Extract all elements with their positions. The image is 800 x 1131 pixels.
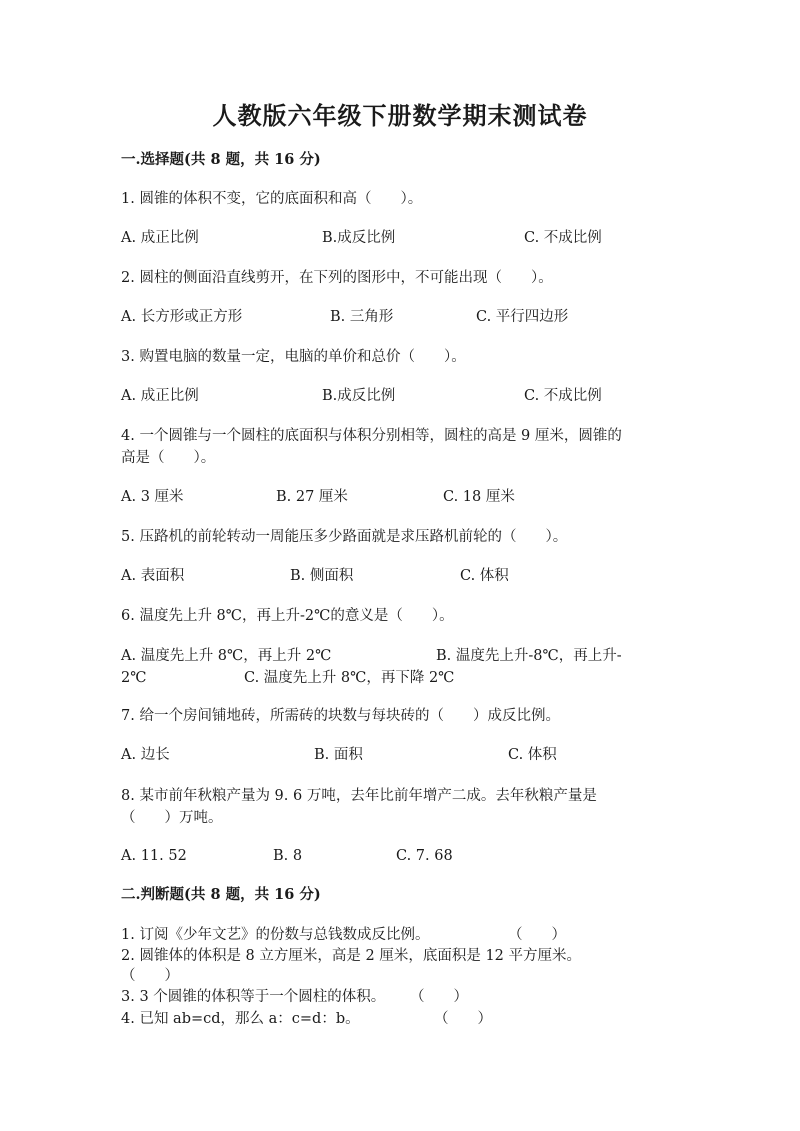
judge-1-text: 1. 订阅《少年文艺》的份数与总钱数成反比例。 — [121, 927, 430, 943]
question-4-stem-line2: 高是（ ）。 — [121, 450, 216, 466]
question-5-option-c: C. 体积 — [460, 568, 509, 584]
question-6-option-b: B. 温度先上升-8℃，再上升- — [436, 648, 622, 664]
question-2-option-b: B. 三角形 — [330, 309, 394, 325]
judge-2-text: 2. 圆锥体的体积是 8 立方厘米，高是 2 厘米，底面积是 12 平方厘米。 — [121, 948, 581, 964]
judge-3-blank: （ ） — [410, 989, 468, 1005]
question-8-option-b: B. 8 — [273, 848, 303, 864]
question-3-stem: 3. 购置电脑的数量一定，电脑的单价和总价（ ）。 — [121, 349, 466, 365]
judge-1-blank: （ ） — [508, 927, 566, 943]
question-1-option-c: C. 不成比例 — [524, 230, 602, 246]
question-5-option-b: B. 侧面积 — [290, 568, 354, 584]
question-7-option-a: A. 边长 — [121, 747, 170, 763]
section-heading-judge: 二.判断题(共 8 题，共 16 分) — [121, 886, 321, 903]
judge-4-blank: （ ） — [434, 1011, 492, 1027]
question-1-option-b: B.成反比例 — [322, 230, 396, 246]
section-heading-choice: 一.选择题(共 8 题，共 16 分) — [121, 151, 321, 168]
question-5-stem: 5. 压路机的前轮转动一周能压多少路面就是求压路机前轮的（ ）。 — [121, 529, 568, 545]
judge-2-blank: （ ） — [121, 968, 179, 984]
question-3-option-c: C. 不成比例 — [524, 388, 602, 404]
question-4-option-c: C. 18 厘米 — [443, 489, 515, 505]
question-6-option-a: A. 温度先上升 8℃，再上升 2℃ — [121, 648, 332, 664]
judge-3-text: 3. 3 个圆锥的体积等于一个圆柱的体积。 — [121, 989, 386, 1005]
question-7-option-c: C. 体积 — [508, 747, 557, 763]
question-5-option-a: A. 表面积 — [121, 568, 185, 584]
question-6-stem: 6. 温度先上升 8℃，再上升-2℃的意义是（ ）。 — [121, 608, 454, 624]
question-8-option-c: C. 7. 68 — [396, 848, 453, 864]
question-4-stem-line1: 4. 一个圆锥与一个圆柱的底面积与体积分别相等，圆柱的高是 9 厘米，圆锥的 — [121, 428, 622, 444]
question-2-stem: 2. 圆柱的侧面沿直线剪开，在下列的图形中，不可能出现（ ）。 — [121, 270, 553, 286]
judge-4-text: 4. 已知 ab=cd，那么 a：c=d：b。 — [121, 1011, 360, 1027]
question-3-option-a: A. 成正比例 — [121, 388, 199, 404]
question-8-stem-line1: 8. 某市前年秋粮产量为 9. 6 万吨，去年比前年增产二成。去年秋粮产量是 — [121, 788, 597, 804]
question-1-option-a: A. 成正比例 — [121, 230, 199, 246]
question-6-option-b-wrap: 2℃ — [121, 670, 147, 686]
question-2-option-a: A. 长方形或正方形 — [121, 309, 243, 325]
question-7-option-b: B. 面积 — [314, 747, 363, 763]
question-4-option-b: B. 27 厘米 — [276, 489, 348, 505]
page-title: 人教版六年级下册数学期末测试卷 — [212, 101, 588, 130]
question-7-stem: 7. 给一个房间铺地砖，所需砖的块数与每块砖的（ ）成反比例。 — [121, 708, 560, 724]
question-6-option-c: C. 温度先上升 8℃，再下降 2℃ — [244, 670, 455, 686]
question-8-stem-line2: （ ）万吨。 — [121, 810, 223, 826]
question-8-option-a: A. 11. 52 — [121, 848, 187, 864]
question-1-stem: 1. 圆锥的体积不变，它的底面积和高（ ）。 — [121, 191, 423, 207]
question-4-option-a: A. 3 厘米 — [121, 489, 184, 505]
question-2-option-c: C. 平行四边形 — [476, 309, 569, 325]
question-3-option-b: B.成反比例 — [322, 388, 396, 404]
